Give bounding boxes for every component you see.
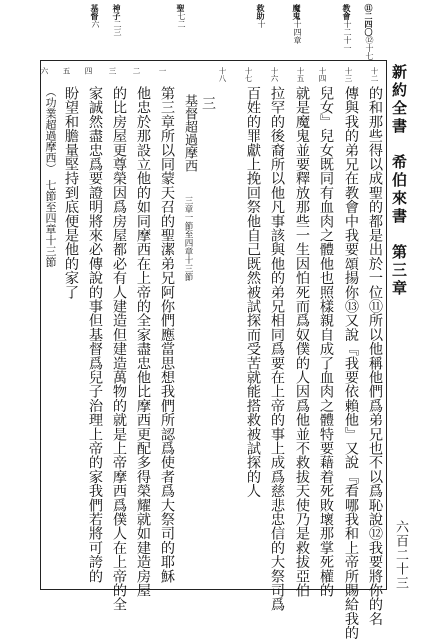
text-column: 傳與我的弟兄在教會中我要頌揚你⑬又說『我要依賴他』又說『看哪我和上帝所賜給我的 xyxy=(343,86,359,640)
section-number: 三 xyxy=(200,96,216,110)
verse-number: 二 xyxy=(132,67,141,75)
cross-ref-note: 聖七二 xyxy=(176,4,186,28)
text-column: 的和那些得以成聖的都是出於一位⑪所以他稱他們爲弟兄也不以爲恥說⑫我要將你的名 xyxy=(367,86,383,626)
bottom-rule xyxy=(40,589,386,590)
left-rule xyxy=(40,60,41,590)
verse-number: 十八 xyxy=(218,67,227,82)
text-column: （功業超過摩西） 七節至四章十三節 xyxy=(44,86,57,268)
text-column: 兒女』兒女既同有血肉之體他也照樣親自成了血肉之體特要藉着死敗壞那掌死權的 xyxy=(318,86,334,598)
text-column: 第三章所以同蒙天召的聖潔弟兄阿你們應當思想我們所認爲使者爲大祭司的耶穌 xyxy=(159,86,175,583)
right-rule xyxy=(386,60,387,590)
text-column: 的比房屋更尊榮因爲房屋都必有人建造但建造萬物的就是上帝摩西爲僕人在上帝的全 xyxy=(111,86,127,612)
verse-number: 十六 xyxy=(270,67,279,82)
section-heading: 基督超過摩西 xyxy=(182,94,197,172)
verse-number: 十五 xyxy=(296,67,305,82)
book-title: 新約全書 希伯來書 第三章 xyxy=(390,64,408,298)
text-column: 百姓的罪獻上挽回祭他自己既然被試探而受苦就能搭救被試探的人 xyxy=(245,86,261,498)
cross-ref-note: 救助十 xyxy=(256,4,266,28)
verse-number: 十七 xyxy=(244,67,253,82)
page-number: 六百二十三 xyxy=(393,520,408,590)
verse-number: 四 xyxy=(84,67,93,75)
verse-number: 十四 xyxy=(318,67,327,82)
text-column: 他忠於那設立他的如同摩西在上帝的全家盡忠他比摩西更配多得榮耀就如建造房屋 xyxy=(135,86,151,598)
cross-ref-note: ⑪二四〇⑫十七 xyxy=(364,4,374,60)
text-column: 盼望和膽量堅持到底便是他的家了 xyxy=(63,86,79,299)
verse-number: 十三 xyxy=(344,67,353,82)
text-column: 拉罕的後裔所以他凡事該與他的弟兄相同爲要在上帝的事上成爲慈悲忠信的大祭司爲 xyxy=(269,86,285,612)
top-rule xyxy=(40,60,386,61)
verse-number: 三 xyxy=(108,67,117,75)
verse-number: 十二 xyxy=(370,67,379,82)
cross-ref-note: 基督六 xyxy=(90,4,100,28)
cross-ref-note: 魔鬼十四章 xyxy=(292,4,302,44)
cross-ref-note: 神子二三 xyxy=(112,4,122,36)
verse-number: 一 xyxy=(158,67,167,75)
verse-number: 六 xyxy=(40,67,49,75)
verse-number: 五 xyxy=(62,67,71,75)
text-column: 就是魔鬼並要釋放那些一生因怕死而爲奴僕的人因爲他並不救拔天使乃是救拔亞伯 xyxy=(294,86,310,598)
text-column: 家誠然盡忠爲要證明將來必傳說的事但基督爲兒子治理上帝的家我們若將可誇的 xyxy=(87,86,103,583)
section-range-note: 三章一節至四章十三節 xyxy=(183,196,193,281)
cross-ref-note: 教會十二十一 xyxy=(342,4,352,52)
